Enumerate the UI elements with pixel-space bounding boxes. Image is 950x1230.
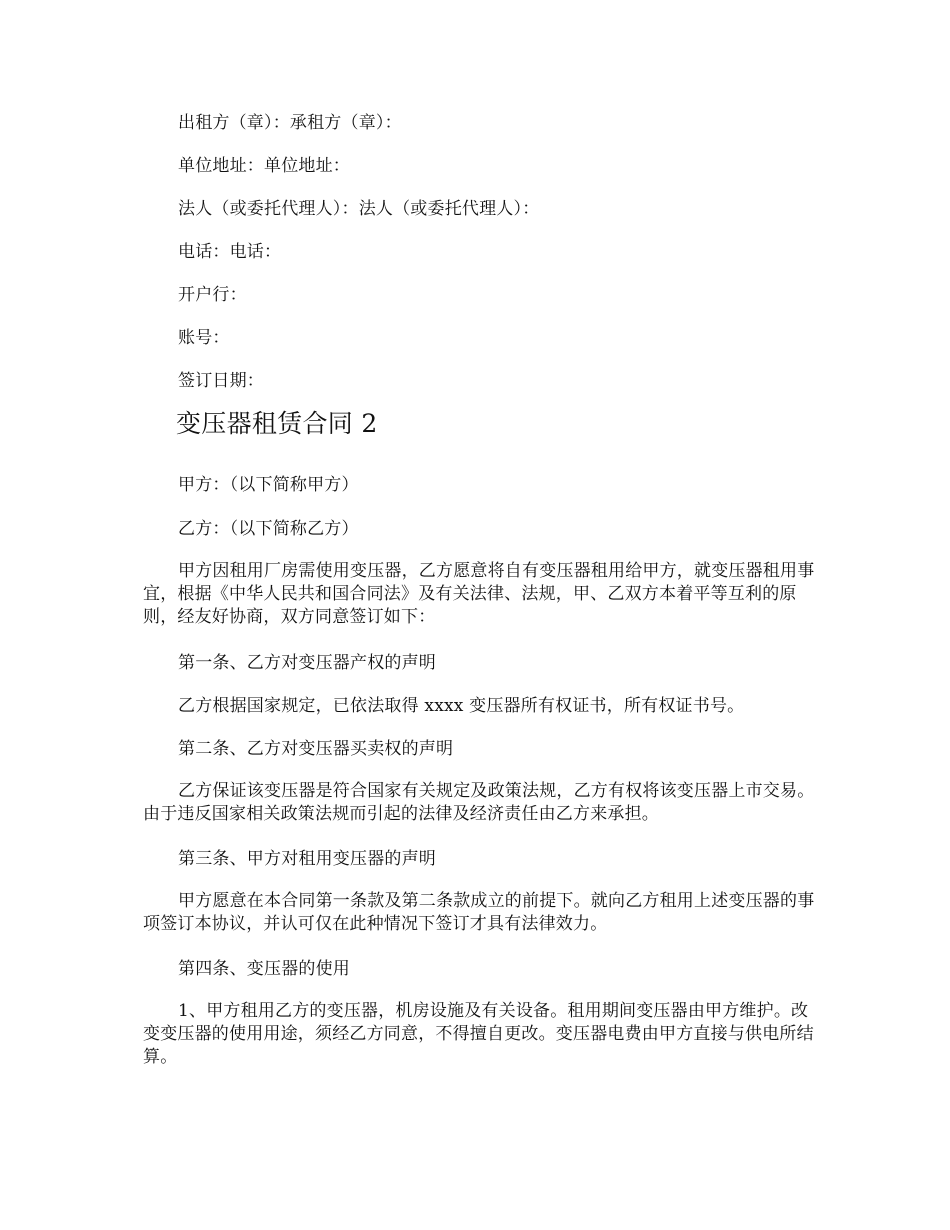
signing-date-line: 签订日期： (178, 371, 264, 391)
section-2-title: 第二条、乙方对变压器买卖权的声明 (178, 739, 454, 759)
section-3-title: 第三条、甲方对租用变压器的声明 (178, 849, 436, 869)
section-4-item-1: 1、甲方租用乙方的变压器，机房设施及有关设备。租用期间变压器由甲方维护。改变变压器的使用用途，须经乙方同意，不得擅自更改。变压器电费由甲方直接与供电所结算。 (143, 1001, 814, 1067)
account-line: 账号： (178, 328, 230, 348)
section-2-body: 乙方保证该变压器是符合国家有关规定及政策法规，乙方有权将该变压器上市交易。由于违反国家相关政策法规而引起的法律及经济责任由乙方来承担。 (143, 781, 815, 824)
phone-line: 电话：电话： (178, 242, 282, 262)
section-1-body: 乙方根据国家规定，已依法取得 xxxx 变压器所有权证书，所有权证书号。 (178, 696, 745, 716)
legal-representative-line: 法人（或委托代理人）：法人（或委托代理人）： (178, 199, 540, 219)
address-line: 单位地址：单位地址： (178, 156, 350, 176)
bank-line: 开户行： (178, 285, 247, 305)
section-3-body: 甲方愿意在本合同第一条款及第二条款成立的前提下。就向乙方租用上述变压器的事项签订本协议，并认可仅在此种情况下签订才具有法律效力。 (143, 891, 815, 934)
lessor-lessee-seal-line: 出租方（章）：承租方（章）： (178, 113, 402, 133)
party-b-line: 乙方：（以下简称乙方） (178, 519, 359, 539)
contract-title: 变压器租赁合同 2 (176, 409, 378, 438)
intro-paragraph: 甲方因租用厂房需使用变压器，乙方愿意将自有变压器租用给甲方，就变压器租用事宜，根据《中华人民共和国合同法》及有关法律、法规，甲、乙双方本着平等互利的原则，经友好协商，双方同意签订如下： (143, 561, 815, 627)
section-1-title: 第一条、乙方对变压器产权的声明 (178, 653, 436, 673)
party-a-line: 甲方：（以下简称甲方） (178, 475, 359, 495)
section-4-title: 第四条、变压器的使用 (178, 959, 350, 979)
